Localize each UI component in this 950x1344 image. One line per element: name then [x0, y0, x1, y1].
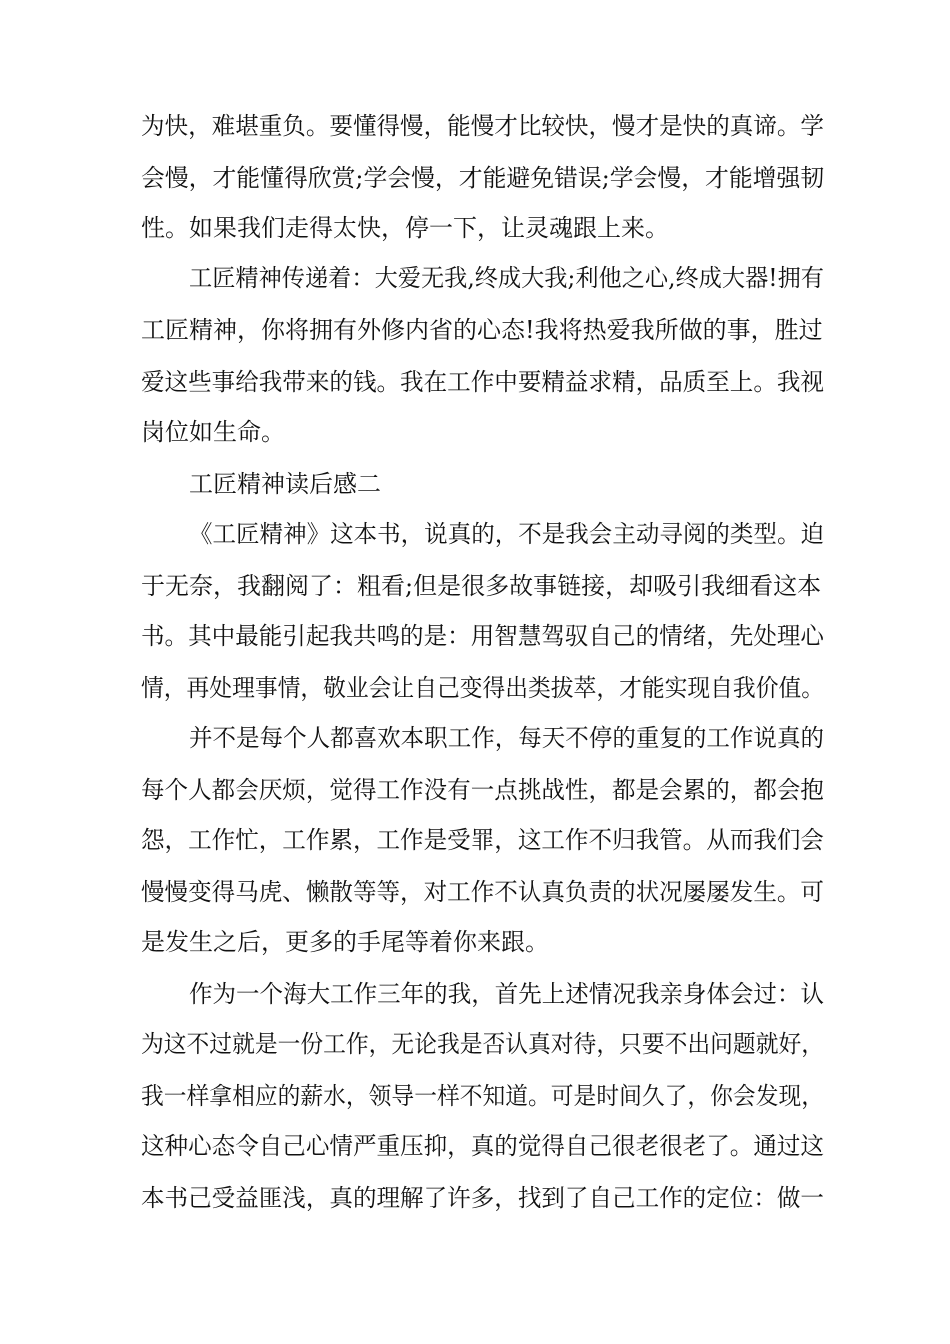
section-heading: 工匠精神读后感二	[189, 470, 381, 498]
text-line: 会慢，才能懂得欣赏;学会慢，才能避免错误;学会慢，才能增强韧	[141, 164, 825, 192]
text-line: 这种心态令自己心情严重压抑，真的觉得自己很老很老了。通过这	[141, 1132, 824, 1160]
text-line: 岗位如生命。	[141, 418, 285, 446]
text-line: 怨，工作忙，工作累，工作是受罪，这工作不归我管。从而我们会	[141, 826, 824, 854]
text-line: 为快，难堪重负。要懂得慢，能慢才比较快，慢才是快的真谛。学	[141, 112, 824, 140]
text-line: 于无奈，我翻阅了：粗看;但是很多故事链接，却吸引我细看这本	[141, 572, 822, 600]
text-line: 书。其中最能引起我共鸣的是：用智慧驾驭自己的情绪，先处理心	[141, 622, 824, 650]
text-line: 工匠精神，你将拥有外修内省的心态!我将热爱我所做的事，胜过	[141, 316, 823, 344]
text-line: 我一样拿相应的薪水，领导一样不知道。可是时间久了，你会发现，	[141, 1082, 824, 1110]
text-line: 爱这些事给我带来的钱。我在工作中要精益求精，品质至上。我视	[141, 368, 824, 396]
text-line: 情，再处理事情，敬业会让自己变得出类拔萃，才能实现自我价值。	[141, 674, 824, 702]
text-line: 为这不过就是一份工作，无论我是否认真对待，只要不出问题就好，	[141, 1030, 824, 1058]
text-line: 并不是每个人都喜欢本职工作，每天不停的重复的工作说真的	[189, 724, 824, 752]
text-line: 每个人都会厌烦，觉得工作没有一点挑战性，都是会累的，都会抱	[141, 776, 824, 804]
text-line: 工匠精神传递着：大爱无我,终成大我;利他之心,终成大器!拥有	[189, 264, 824, 292]
text-line: 作为一个海大工作三年的我，首先上述情况我亲身体会过：认	[189, 980, 824, 1008]
text-line: 《工匠精神》这本书，说真的，不是我会主动寻阅的类型。迫	[189, 520, 824, 548]
text-line: 是发生之后，更多的手尾等着你来跟。	[141, 928, 549, 956]
text-line: 本书己受益匪浅，真的理解了许多，找到了自己工作的定位：做一	[141, 1184, 824, 1212]
text-line: 慢慢变得马虎、懒散等等，对工作不认真负责的状况屡屡发生。可	[141, 878, 824, 906]
text-line: 性。如果我们走得太快，停一下，让灵魂跟上来。	[141, 214, 669, 242]
